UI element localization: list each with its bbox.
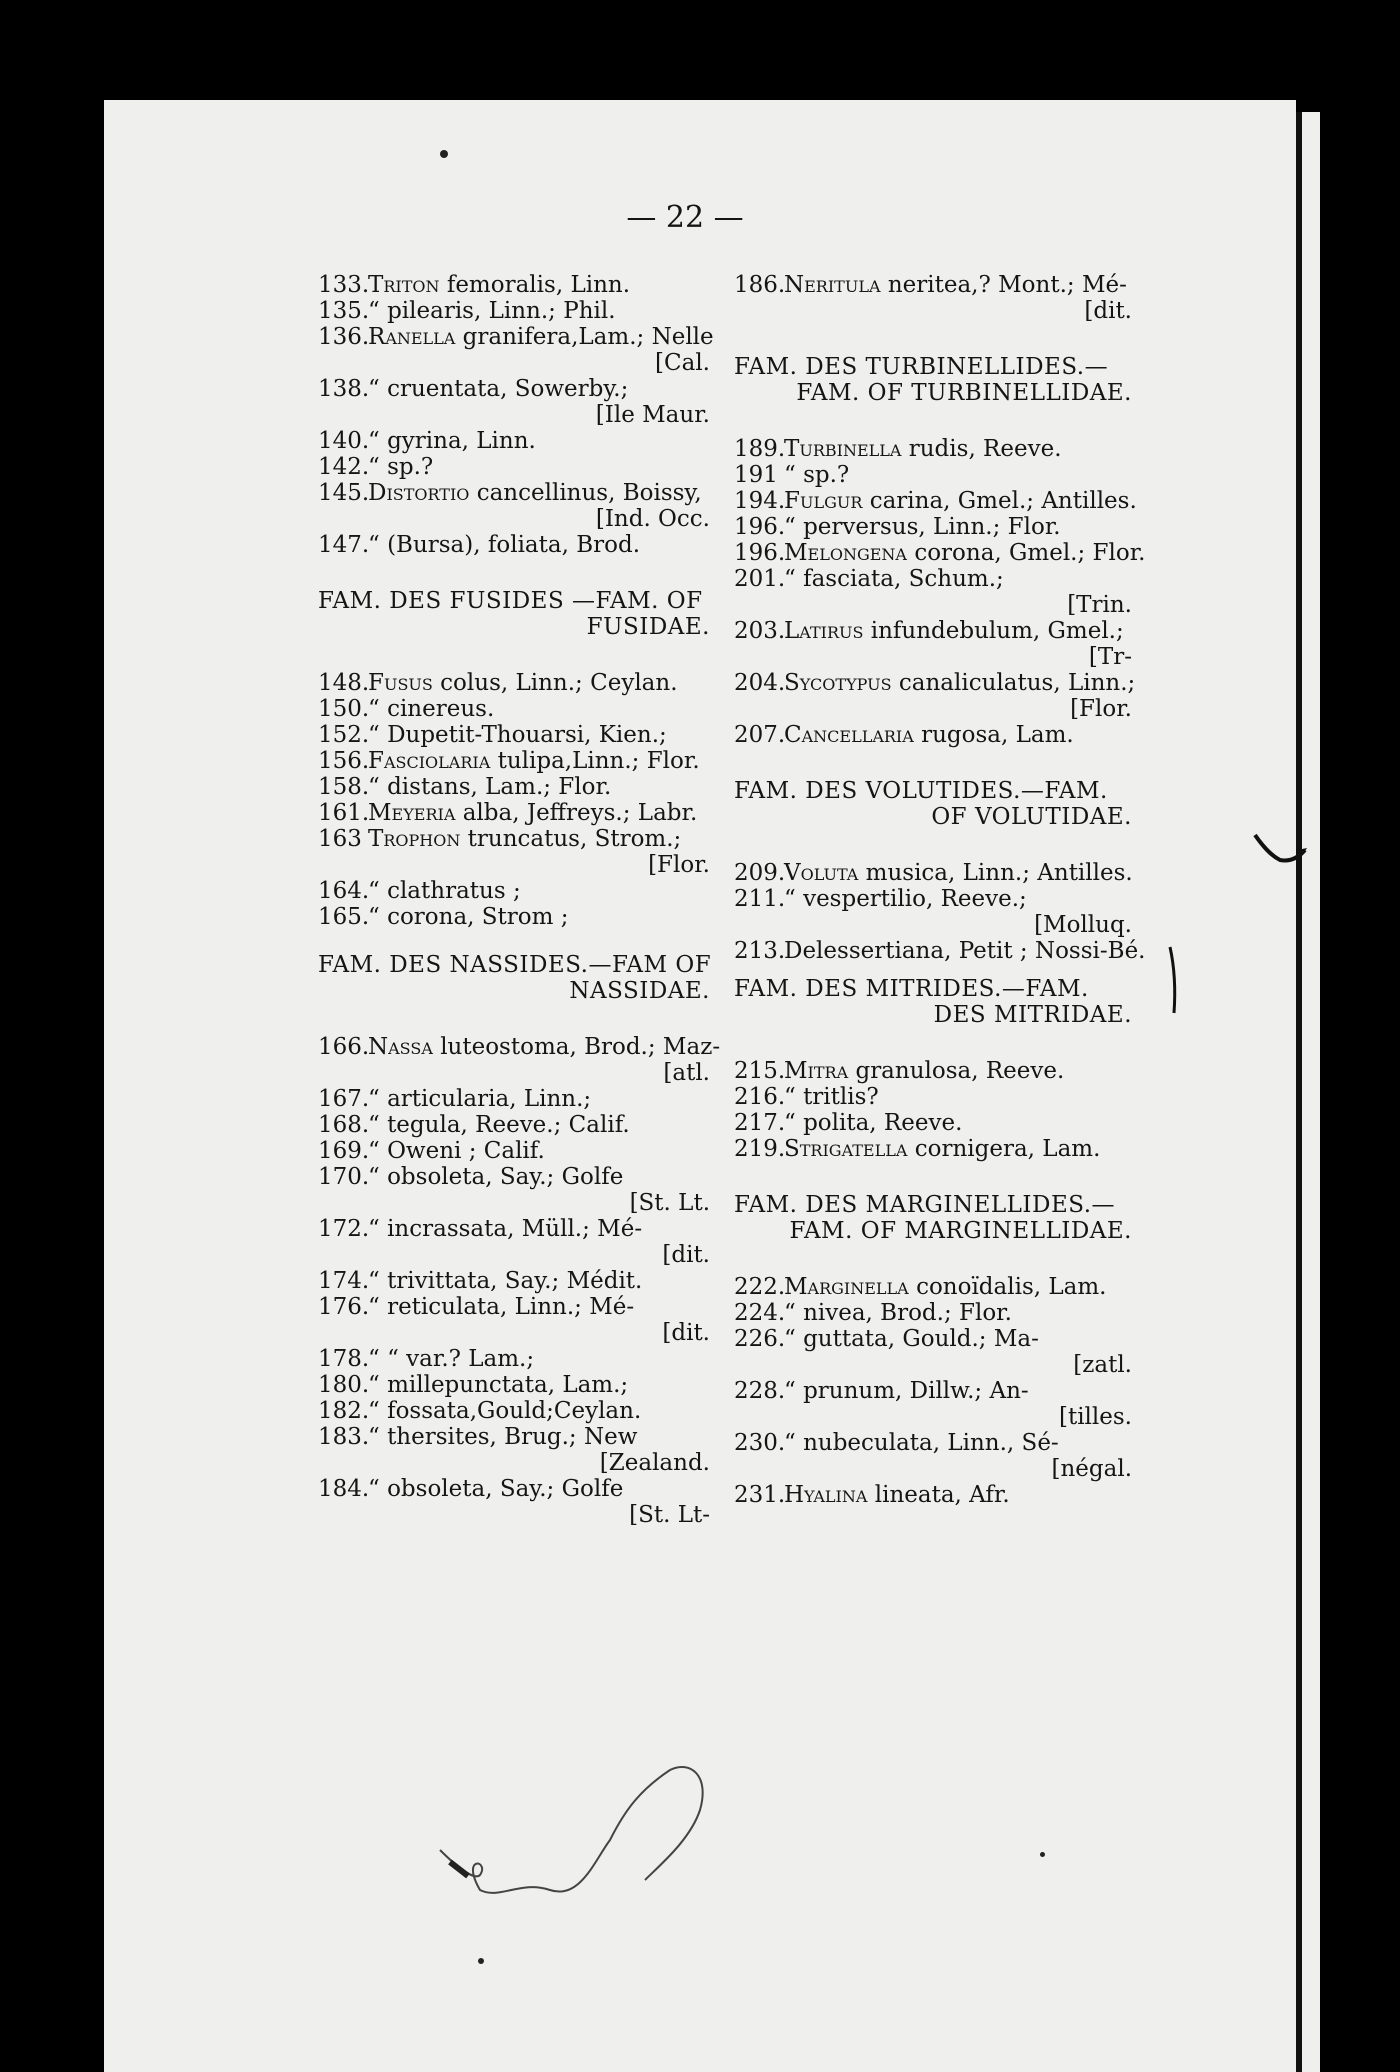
species-text: “ guttata, Gould.; Ma- — [784, 1326, 1039, 1352]
species-text: “ articularia, Linn.; — [368, 1086, 592, 1112]
genus-name: Fusus — [368, 670, 433, 696]
entry-number: 224. — [734, 1300, 786, 1326]
spacer — [734, 1162, 1132, 1192]
continuation-line: [zatl. — [1073, 1352, 1132, 1378]
left-column — [318, 272, 721, 1528]
genus-name: Fulgur — [784, 488, 863, 514]
genus-name: Voluta — [784, 860, 859, 886]
family-heading: FAM. DES VOLUTIDES.—FAM. — [734, 778, 1108, 804]
catalog-entry — [318, 1294, 710, 1320]
family-heading: NASSIDAE. — [569, 978, 710, 1004]
family-heading: FAM. OF TURBINELLIDAE. — [796, 380, 1132, 406]
species-text: musica, Linn.; Antilles. — [865, 860, 1133, 886]
entry-number: 170. — [318, 1164, 370, 1190]
entry-number: 194. — [734, 488, 786, 514]
entry-number: 196. — [734, 514, 786, 540]
spacer — [318, 1004, 710, 1034]
catalog-entry — [734, 722, 1132, 748]
entry-number: 135. — [318, 298, 370, 324]
genus-name: Trophon — [368, 826, 461, 852]
catalog-entry — [318, 454, 710, 480]
species-text: conoïdalis, Lam. — [916, 1274, 1107, 1300]
entry-number: 152. — [318, 722, 370, 748]
entry-number: 183. — [318, 1424, 370, 1450]
genus-name: Distortio — [368, 480, 470, 506]
catalog-entry — [734, 1378, 1132, 1404]
species-text: neritea,? Mont.; Mé- — [887, 272, 1127, 298]
entry-number: 136. — [318, 324, 370, 350]
catalog-entry — [318, 298, 710, 324]
entry-number: 182. — [318, 1398, 370, 1424]
species-text: “ “ var.? Lam.; — [368, 1346, 535, 1372]
species-text: alba, Jeffreys.; Labr. — [462, 800, 698, 826]
entry-number: 228. — [734, 1378, 786, 1404]
entry-number: 165. — [318, 904, 370, 930]
catalog-entry — [318, 1268, 710, 1294]
entry-number: 219. — [734, 1136, 786, 1162]
species-text: infundebulum, Gmel.; — [870, 618, 1124, 644]
catalog-entry — [318, 1424, 710, 1450]
entry-number: 166. — [318, 1034, 370, 1060]
entry-number: 147. — [318, 532, 370, 558]
species-text: “ prunum, Dillw.; An- — [784, 1378, 1029, 1404]
continuation-line: [tilles. — [1058, 1404, 1132, 1430]
continuation-line: [dit. — [662, 1242, 710, 1268]
catalog-entry — [318, 1138, 710, 1164]
catalog-entry — [734, 1136, 1132, 1162]
continuation-line: [atl. — [663, 1060, 710, 1086]
catalog-entry — [734, 1326, 1132, 1352]
catalog-entry — [734, 1430, 1132, 1456]
catalog-entry — [318, 800, 710, 826]
family-heading: FAM. OF MARGINELLIDAE. — [789, 1218, 1132, 1244]
species-text: “ distans, Lam.; Flor. — [368, 774, 612, 800]
species-text: “ cruentata, Sowerby.; — [368, 376, 629, 402]
species-text: “ thersites, Brug.; New — [368, 1424, 638, 1450]
continuation-line: [dit. — [662, 1320, 710, 1346]
entry-number: 163 — [318, 826, 362, 852]
species-text: rudis, Reeve. — [908, 436, 1062, 462]
catalog-entry — [734, 886, 1132, 912]
entry-number: 222. — [734, 1274, 786, 1300]
species-text: “ corona, Strom ; — [368, 904, 569, 930]
entry-number: 203. — [734, 618, 786, 644]
page-edge — [1296, 112, 1320, 2072]
species-text: granulosa, Reeve. — [855, 1058, 1065, 1084]
spacer — [734, 748, 1132, 778]
family-heading: OF VOLUTIDAE. — [931, 804, 1132, 830]
species-text: tulipa,Linn.; Flor. — [497, 748, 700, 774]
catalog-entry — [318, 480, 710, 506]
entry-number: 178. — [318, 1346, 370, 1372]
species-text: “ obsoleta, Say.; Golfe — [368, 1476, 624, 1502]
entry-number: 172. — [318, 1216, 370, 1242]
entry-number: 133. — [318, 272, 370, 298]
catalog-entry — [734, 1274, 1132, 1300]
species-text: canaliculatus, Linn.; — [898, 670, 1136, 696]
entry-number: 189. — [734, 436, 786, 462]
genus-name: Cancellaria — [784, 722, 914, 748]
genus-name: Strigatella — [784, 1136, 908, 1162]
catalog-entry — [318, 428, 710, 454]
catalog-entry — [734, 540, 1146, 566]
catalog-entry — [734, 514, 1132, 540]
species-text: “ sp.? — [368, 454, 434, 480]
species-text: “ reticulata, Linn.; Mé- — [368, 1294, 635, 1320]
species-text: “ perversus, Linn.; Flor. — [784, 514, 1061, 540]
genus-name: Neritula — [784, 272, 881, 298]
entry-number: 145. — [318, 480, 370, 506]
species-text: “ incrassata, Müll.; Mé- — [368, 1216, 643, 1242]
catalog-entry — [318, 324, 714, 350]
spacer — [734, 964, 1132, 976]
catalog-entry — [318, 376, 710, 402]
catalog-entry — [734, 618, 1132, 644]
catalog-entry — [318, 1164, 710, 1190]
species-text: “ nubeculata, Linn., Sé- — [784, 1430, 1059, 1456]
species-text: “ clathratus ; — [368, 878, 521, 904]
entry-number: 196. — [734, 540, 786, 566]
entry-number: 231. — [734, 1482, 786, 1508]
genus-name: Triton — [368, 272, 440, 298]
right-column — [734, 272, 1146, 1508]
species-text: “ vespertilio, Reeve.; — [784, 886, 1027, 912]
catalog-entry — [318, 1372, 710, 1398]
continuation-line: [St. Lt- — [629, 1502, 710, 1528]
ink-speck — [1040, 1852, 1045, 1857]
entry-number: 142. — [318, 454, 370, 480]
species-text: Delessertiana, Petit ; Nossi-Bé. — [784, 938, 1146, 964]
catalog-entry — [318, 1112, 710, 1138]
entry-number: 138. — [318, 376, 370, 402]
family-heading: FAM. DES FUSIDES —FAM. OF — [318, 588, 703, 614]
genus-name: Ranella — [368, 324, 456, 350]
entry-number: 216. — [734, 1084, 786, 1110]
genus-name: Turbinella — [784, 436, 902, 462]
species-text: cancellinus, Boissy, — [476, 480, 702, 506]
entry-number: 226. — [734, 1326, 786, 1352]
species-text: rugosa, Lam. — [921, 722, 1074, 748]
spacer — [734, 830, 1132, 860]
entry-number: 230. — [734, 1430, 786, 1456]
entry-number: 174. — [318, 1268, 370, 1294]
catalog-entry — [318, 774, 710, 800]
margin-mark-icon — [1250, 820, 1310, 890]
family-heading: FAM. DES MITRIDES.—FAM. — [734, 976, 1089, 1002]
catalog-entry — [734, 1058, 1132, 1084]
entry-number: 204. — [734, 670, 786, 696]
spacer — [318, 558, 710, 588]
catalog-entry — [734, 566, 1132, 592]
genus-name: Marginella — [784, 1274, 909, 1300]
entry-number: 213. — [734, 938, 786, 964]
entry-number: 184. — [318, 1476, 370, 1502]
entry-number: 211. — [734, 886, 786, 912]
catalog-entry — [734, 670, 1136, 696]
entry-number: 180. — [318, 1372, 370, 1398]
species-text: lineata, Afr. — [874, 1482, 1010, 1508]
continuation-line: [Flor. — [1070, 696, 1132, 722]
spacer — [734, 1028, 1132, 1058]
species-text: “ Dupetit-Thouarsi, Kien.; — [368, 722, 667, 748]
catalog-entry — [734, 436, 1132, 462]
continuation-line: [Molluq. — [1034, 912, 1132, 938]
catalog-entry — [318, 1034, 721, 1060]
spacer — [318, 930, 710, 952]
entry-number: 215. — [734, 1058, 786, 1084]
entry-number: 168. — [318, 1112, 370, 1138]
species-text: “ gyrina, Linn. — [368, 428, 536, 454]
catalog-entry — [318, 1346, 710, 1372]
catalog-entry — [318, 532, 710, 558]
species-text: corona, Gmel.; Flor. — [914, 540, 1146, 566]
catalog-entry — [318, 826, 710, 852]
family-heading: FUSIDAE. — [586, 614, 710, 640]
catalog-entry — [318, 1398, 710, 1424]
catalog-entry — [734, 1300, 1132, 1326]
species-text: “ tegula, Reeve.; Calif. — [368, 1112, 630, 1138]
species-text: femoralis, Linn. — [446, 272, 631, 298]
continuation-line: [Cal. — [655, 350, 710, 376]
ink-speck — [440, 150, 448, 158]
species-text: carina, Gmel.; Antilles. — [869, 488, 1137, 514]
family-heading: DES MITRIDAE. — [933, 1002, 1132, 1028]
entry-number: 148. — [318, 670, 370, 696]
continuation-line: [Ind. Occ. — [595, 506, 710, 532]
genus-name: Latirus — [784, 618, 864, 644]
entry-number: 167. — [318, 1086, 370, 1112]
catalog-entry — [318, 1216, 710, 1242]
continuation-line: [Flor. — [648, 852, 710, 878]
species-text: “ fossata,Gould;Ceylan. — [368, 1398, 642, 1424]
margin-stroke — [1166, 945, 1180, 1015]
entry-number: 217. — [734, 1110, 786, 1136]
spacer — [734, 1244, 1132, 1274]
spacer — [318, 640, 710, 670]
catalog-entry — [318, 748, 710, 774]
entry-number: 207. — [734, 722, 786, 748]
catalog-entry — [734, 1084, 1132, 1110]
ink-speck — [478, 1958, 484, 1964]
family-heading: FAM. DES TURBINELLIDES.— — [734, 354, 1109, 380]
species-text: truncatus, Strom.; — [467, 826, 682, 852]
species-text: “ trivittata, Say.; Médit. — [368, 1268, 643, 1294]
species-text: “ nivea, Brod.; Flor. — [784, 1300, 1012, 1326]
entry-number: 150. — [318, 696, 370, 722]
catalog-entry — [318, 670, 710, 696]
catalog-entry — [734, 272, 1132, 298]
species-text: luteostoma, Brod.; Maz- — [440, 1034, 721, 1060]
genus-name: Hyalina — [784, 1482, 868, 1508]
catalog-entry — [318, 904, 710, 930]
genus-name: Nassa — [368, 1034, 433, 1060]
handwritten-scribble — [420, 1730, 780, 1910]
continuation-line: [Ile Maur. — [595, 402, 710, 428]
catalog-entry — [734, 1482, 1132, 1508]
species-text: “ obsoleta, Say.; Golfe — [368, 1164, 624, 1190]
catalog-entry — [318, 272, 710, 298]
continuation-line: [dit. — [1084, 298, 1132, 324]
catalog-entry — [318, 1086, 710, 1112]
species-text: granifera,Lam.; Nelle — [462, 324, 714, 350]
species-text: “ tritlis? — [784, 1084, 879, 1110]
species-text: “ millepunctata, Lam.; — [368, 1372, 629, 1398]
entry-number: 164. — [318, 878, 370, 904]
species-text: “ Oweni ; Calif. — [368, 1138, 545, 1164]
genus-name: Mitra — [784, 1058, 849, 1084]
catalog-entry — [318, 722, 710, 748]
catalog-entry — [734, 488, 1137, 514]
page-number: — 22 — — [626, 200, 744, 235]
continuation-line: [Zealand. — [599, 1450, 710, 1476]
species-text: “ (Bursa), foliata, Brod. — [368, 532, 641, 558]
entry-number: 186. — [734, 272, 786, 298]
continuation-line: [négal. — [1051, 1456, 1132, 1482]
entry-number: 201. — [734, 566, 786, 592]
entry-number: 161. — [318, 800, 370, 826]
family-heading: FAM. DES NASSIDES.—FAM OF — [318, 952, 712, 978]
species-text: “ fasciata, Schum.; — [784, 566, 1004, 592]
continuation-line: [Tr- — [1088, 644, 1132, 670]
genus-name: Sycotypus — [784, 670, 892, 696]
catalog-entry — [318, 1476, 710, 1502]
spacer — [734, 324, 1132, 354]
entry-number: 169. — [318, 1138, 370, 1164]
species-text: colus, Linn.; Ceylan. — [440, 670, 678, 696]
entry-number: 209. — [734, 860, 786, 886]
genus-name: Fasciolaria — [368, 748, 491, 774]
entry-number: 158. — [318, 774, 370, 800]
entry-number: 140. — [318, 428, 370, 454]
species-text: “ pilearis, Linn.; Phil. — [368, 298, 616, 324]
genus-name: Melongena — [784, 540, 907, 566]
species-text: “ sp.? — [784, 462, 850, 488]
entry-number: 156. — [318, 748, 370, 774]
species-text: “ cinereus. — [368, 696, 495, 722]
catalog-entry — [734, 1110, 1132, 1136]
catalog-entry — [734, 938, 1146, 964]
catalog-entry — [734, 462, 1132, 488]
continuation-line: [St. Lt. — [629, 1190, 710, 1216]
entry-number: 191 — [734, 462, 778, 488]
catalog-entry — [318, 696, 710, 722]
catalog-entry — [318, 878, 710, 904]
species-text: “ polita, Reeve. — [784, 1110, 963, 1136]
genus-name: Meyeria — [368, 800, 456, 826]
spacer — [734, 406, 1132, 436]
species-text: cornigera, Lam. — [914, 1136, 1101, 1162]
family-heading: FAM. DES MARGINELLIDES.— — [734, 1192, 1115, 1218]
catalog-entry — [734, 860, 1132, 886]
continuation-line: [Trin. — [1067, 592, 1132, 618]
entry-number: 176. — [318, 1294, 370, 1320]
